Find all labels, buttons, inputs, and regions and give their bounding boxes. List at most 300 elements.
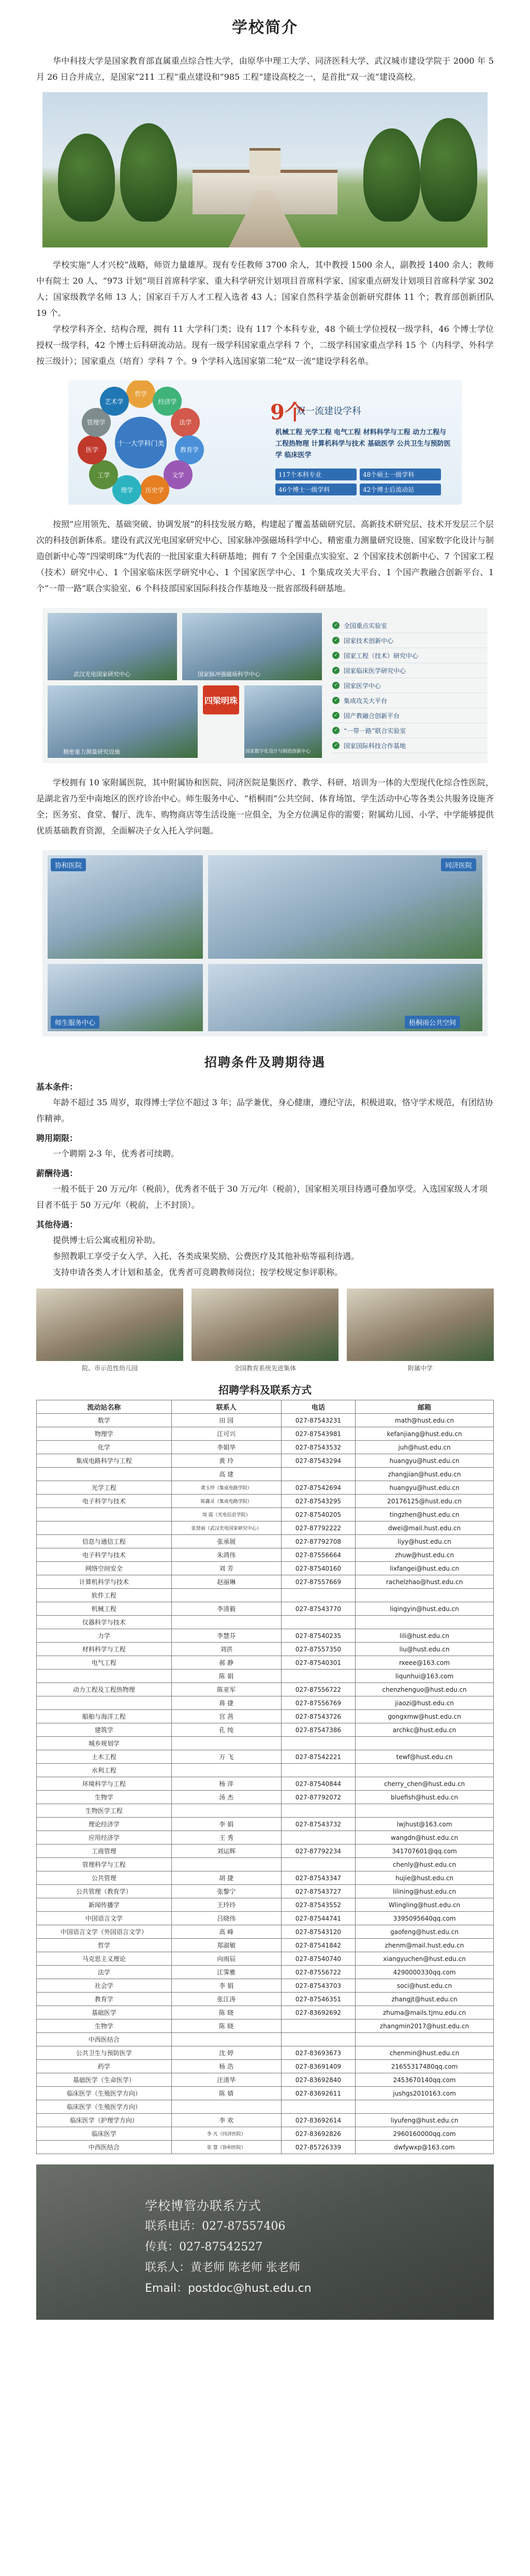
platform-item: ✓ 国家临床医学研究中心	[332, 663, 488, 678]
phone-cell: 027-87543552	[281, 1898, 355, 1912]
discipline-cell: 新闻传播学	[37, 1898, 172, 1912]
recruit-section-basic	[36, 1080, 494, 1126]
table-row	[37, 1548, 494, 1562]
faculty-paragraph: 学校实施“人才兴校”战略，师资力量雄厚。现有专任教师 3700 余人，其中教授 1500 余人，副教授 1400 余人；教师中有院士 20 人、“973 计划”项目首席科学家、重大科学研究计划项目首席科学家、国家重点研发计划项目首席科学家 302 人；国家级教学名师 13 人；国家百千万人才工程入选者 43 人；国家自然科学基金创新研究群体 11 个；教育部创新团队 19 个。	[36, 260, 494, 318]
phone-cell: 027-87556722	[281, 1966, 355, 1979]
contact-person-cell: 王玲玲	[171, 1898, 281, 1912]
platform-item: ✓ 国家工程（技术）研究中心	[332, 648, 488, 663]
table-row	[37, 1791, 494, 1804]
stat-tag: 46个博士一级学科	[275, 484, 357, 495]
check-icon: ✓	[332, 652, 340, 659]
email-cell[interactable]: cherry_chen@hust.edu.cn	[356, 1777, 494, 1791]
table-row	[37, 1521, 494, 1535]
email-cell[interactable]: liqunhui@163.com	[356, 1670, 494, 1683]
contact-person-cell: 汤 杰	[171, 1791, 281, 1804]
email-cell[interactable]: lilining@hust.edu.cn	[356, 1885, 494, 1898]
contact-person-cell: 朱鸿伟	[171, 1548, 281, 1562]
email-cell[interactable]: 4290000330qq.com	[356, 1966, 494, 1979]
table-row	[37, 2033, 494, 2046]
table-row	[37, 1993, 494, 2006]
phone-cell: 027-87540301	[281, 1656, 355, 1670]
table-row	[37, 2006, 494, 2019]
contact-table	[36, 1400, 494, 2154]
discipline-cell: 临床医学（护理学方向）	[37, 2114, 172, 2127]
phone-cell: 027-83692826	[281, 2127, 355, 2141]
table-row	[37, 2087, 494, 2100]
photo-tag: 梧桐雨公共空间	[405, 1016, 460, 1029]
table-row	[37, 2073, 494, 2087]
email-cell[interactable]: wangdn@hust.edu.cn	[356, 1831, 494, 1845]
check-icon: ✓	[332, 637, 340, 644]
photo-tag: 师生服务中心	[51, 1016, 99, 1029]
email-cell[interactable]: 341707601@qq.com	[356, 1845, 494, 1858]
section-title: 基本条件：	[36, 1082, 78, 1092]
discipline-infographic	[68, 380, 462, 505]
section-text: 年龄不超过 35 周岁，取得博士学位不超过 3 年；品学兼优，身心健康，遵纪守法，积极进取，恪守学术规范，有团结协作精神。	[36, 1097, 493, 1123]
email-cell	[356, 1737, 494, 1750]
stat-tag: 117个本科专业	[275, 469, 357, 480]
discipline-cell: 中国语言文学	[37, 1912, 172, 1925]
page-title: 学校简介	[232, 19, 298, 37]
table-row	[37, 1737, 494, 1750]
table-row	[37, 1441, 494, 1454]
check-icon: ✓	[332, 697, 340, 704]
discipline-cell: 临床医学	[37, 2127, 172, 2141]
phone-cell: 027-87543231	[281, 1414, 355, 1427]
discipline-petal: 管理学	[82, 408, 111, 437]
section-title: 聘用期限：	[36, 1133, 78, 1143]
contact-person-cell: 汪清华	[171, 2073, 281, 2087]
table-row	[37, 1575, 494, 1589]
research-center-photo	[48, 685, 198, 758]
intro-paragraph: 华中科技大学是国家教育部直属重点综合性大学，由原华中理工大学、同济医科大学、武汉城市建设学院于 2000 年 5 月 26 日合并成立，是国家“211 工程”重点建设和“985 工程”建设高校之一，是首批“双一流”建设高校。	[36, 56, 494, 82]
contact-person-cell: 李娟华	[171, 1441, 281, 1454]
email-cell[interactable]: bluefish@hust.edu.cn	[356, 1791, 494, 1804]
contact-fax: 传真：027-87542527	[145, 2241, 263, 2253]
discipline-cell: 社会学	[37, 1979, 172, 1993]
discipline-cell: 马克思主义理论	[37, 1952, 172, 1966]
contact-person-cell: 周 霞（光电信息学院）	[171, 1508, 281, 1521]
tree-shape	[420, 118, 477, 222]
contact-person-cell: 李清毅	[171, 1602, 281, 1616]
discipline-cell	[37, 1508, 172, 1521]
discipline-paragraph: 学校学科齐全、结构合理，拥有 11 大学科门类；设有 117 个本科专业，48 个硕士学位授权一级学科，46 个博士学位授权一级学科，42 个博士后科研流动站。现有一级学科国家重点学科 7 个，二级学科国家重点学科 15 个（内科学、外科学按三级计）；国家重点（培育）学科 7 个。9 个学科入选国家第二轮“双一流”建设学科名单。	[36, 324, 494, 366]
phone-cell: 027-87541842	[281, 1939, 355, 1952]
table-row	[37, 1871, 494, 1885]
table-row	[37, 1831, 494, 1845]
discipline-petal: 理学	[112, 475, 141, 504]
check-icon: ✓	[332, 742, 340, 749]
discipline-cell: 理论经济学	[37, 1818, 172, 1831]
double-first-class-subjects: 机械工程 光学工程 电气工程 材料科学与工程 动力工程与工程热物理 计算机科学与技术 基础医学 公共卫生与预防医学 临床医学	[275, 429, 451, 459]
phone-cell: 027-87543726	[281, 1710, 355, 1723]
email-cell[interactable]: 3395095640qq.com	[356, 1912, 494, 1925]
contact-person-cell: 江霁雅	[171, 1966, 281, 1979]
stat-tag: 48个硕士一级学科	[360, 469, 441, 480]
column-header: 流动站名称	[37, 1400, 172, 1414]
table-row	[37, 2019, 494, 2033]
table-row	[37, 1468, 494, 1481]
table-row	[37, 1845, 494, 1858]
contact-person-cell: 高 建	[171, 1468, 281, 1481]
email-cell[interactable]: liu@hust.edu.cn	[356, 1643, 494, 1656]
contact-person-cell: 郝 静	[171, 1656, 281, 1670]
email-cell[interactable]: chenzhenguo@hust.edu.cn	[356, 1683, 494, 1696]
page	[36, 0, 494, 2320]
discipline-cell: 集成电路科学与工程	[37, 1454, 172, 1468]
contact-person: 联系人：黄老师 陈老师 张老师	[145, 2261, 300, 2274]
discipline-cell: 临床医学（生殖医学方向）	[37, 2087, 172, 2100]
table-row	[37, 1898, 494, 1912]
discipline-cell: 环境科学与工程	[37, 1777, 172, 1791]
phone-cell: 027-83692840	[281, 2073, 355, 2087]
email-cell[interactable]: lwjhust@163.com	[356, 1818, 494, 1831]
email-cell[interactable]: 2960160000qq.com	[356, 2127, 494, 2141]
phone-cell: 027-87544741	[281, 1912, 355, 1925]
middle-school-photo: 附属中学	[347, 1289, 494, 1361]
table-row	[37, 1629, 494, 1643]
discipline-cell	[37, 1521, 172, 1535]
contact-person-cell: 孔 纯	[171, 1723, 281, 1737]
email-cell[interactable]: zhuma@mails.tjmu.edu.cn	[356, 2006, 494, 2019]
discipline-petal: 经济学	[153, 387, 182, 416]
contact-person-cell: 杨 萍	[171, 1777, 281, 1791]
discipline-cell: 动力工程及工程热物理	[37, 1683, 172, 1696]
email-cell[interactable]: liyufeng@hust.edu.cn	[356, 2114, 494, 2127]
contact-person-cell	[171, 1589, 281, 1602]
contact-person-cell	[171, 1858, 281, 1871]
phone-cell: 027-87543294	[281, 1454, 355, 1468]
discipline-cell: 仪器科学与技术	[37, 1616, 172, 1629]
check-icon: ✓	[332, 712, 340, 719]
table-row	[37, 1535, 494, 1548]
contact-table-title: 招聘学科及联系方式	[218, 1384, 312, 1396]
research-center-label: 武汉光电国家研究中心	[73, 671, 130, 678]
discipline-cell: 应用经济学	[37, 1831, 172, 1845]
email-cell[interactable]: zhangjt@hust.edu.cn	[356, 1993, 494, 2006]
phone-cell: 027-87547386	[281, 1723, 355, 1737]
discipline-cell: 城乡规划学	[37, 1737, 172, 1750]
phone-cell: 027-87792708	[281, 1535, 355, 1548]
contact-person-cell	[171, 1804, 281, 1818]
phone-cell: 027-87556722	[281, 1683, 355, 1696]
phone-cell: 027-87543295	[281, 1495, 355, 1508]
table-row	[37, 1683, 494, 1696]
primary-school-photo: 全国教育系统先进集体	[192, 1289, 338, 1361]
email-cell[interactable]: gongxmw@hust.edu.cn	[356, 1710, 494, 1723]
double-first-class-count: 9个	[270, 400, 305, 425]
contact-phone: 联系电话：027-87557406	[145, 2220, 286, 2233]
contact-person-cell: 胡 捷	[171, 1871, 281, 1885]
contact-person-cell	[171, 2033, 281, 2046]
platform-item: ✓ 集成攻关大平台	[332, 693, 488, 708]
discipline-cell: 药学	[37, 2060, 172, 2073]
phone-cell	[281, 1858, 355, 1871]
email-cell[interactable]: chenly@hust.edu.cn	[356, 1858, 494, 1871]
table-row	[37, 2141, 494, 2154]
contact-person-cell: 杨 浩	[171, 2060, 281, 2073]
recruit-title: 招聘条件及聘期待遇	[204, 1055, 326, 1070]
email-cell[interactable]: rxeee@163.com	[356, 1656, 494, 1670]
contact-person-cell: 李慧芬	[171, 1629, 281, 1643]
contact-person-cell: 黄玉珍（集成电路学院）	[171, 1481, 281, 1495]
section-text: 参照教职工享受子女入学、入托、各类成果奖励、公费医疗及其他补贴等福利待遇。	[53, 1251, 360, 1261]
platform-item: ✓ 国产教融合创新平台	[332, 708, 488, 723]
research-center-label: 国家数字化设计与制造创新中心	[245, 749, 311, 754]
discipline-cell: 计算机科学与技术	[37, 1575, 172, 1589]
discipline-cell: 软件工程	[37, 1589, 172, 1602]
discipline-cell: 中西医结合	[37, 2141, 172, 2154]
discipline-cell: 机械工程	[37, 1602, 172, 1616]
contact-person-cell: 刘运辉	[171, 1845, 281, 1858]
phone-cell: 027-87540205	[281, 1508, 355, 1521]
table-row	[37, 1508, 494, 1521]
table-row	[37, 1777, 494, 1791]
contact-person-cell	[171, 1616, 281, 1629]
email-cell[interactable]: dwfywxp@163.com	[356, 2141, 494, 2154]
table-row	[37, 1858, 494, 1871]
table-row	[37, 1804, 494, 1818]
discipline-cell: 船舶与海洋工程	[37, 1710, 172, 1723]
email-cell[interactable]: liqingyin@hust.edu.cn	[356, 1602, 494, 1616]
phone-cell: 027-87540235	[281, 1629, 355, 1643]
check-icon: ✓	[332, 682, 340, 689]
contact-person-cell: 陈 晓	[171, 2006, 281, 2019]
email-cell[interactable]: zhuw@hust.edu.cn	[356, 1548, 494, 1562]
stat-tag: 42个博士后流动站	[360, 484, 441, 495]
discipline-cell: 中国语言文学（外国语言文学）	[37, 1925, 172, 1939]
phone-cell: 027-87792222	[281, 1521, 355, 1535]
phone-cell: 027-87543120	[281, 1925, 355, 1939]
discipline-cell: 公共管理（教育学）	[37, 1885, 172, 1898]
email-cell[interactable]: huangyu@hust.edu.cn	[356, 1454, 494, 1468]
phone-cell	[281, 1616, 355, 1629]
email-cell	[356, 2033, 494, 2046]
discipline-cell: 生物医学工程	[37, 1804, 172, 1818]
contact-person-cell: 沈 婷	[171, 2046, 281, 2060]
hospital-collage	[42, 850, 488, 1036]
phone-cell: 027-85726339	[281, 2141, 355, 2154]
table-row	[37, 1818, 494, 1831]
email-cell[interactable]: 20176125@hust.edu.cn	[356, 1495, 494, 1508]
table-row	[37, 1912, 494, 1925]
phone-cell: 027-87556769	[281, 1696, 355, 1710]
phone-cell: 027-87557669	[281, 1575, 355, 1589]
email-cell[interactable]: huangyu@hust.edu.cn	[356, 1481, 494, 1495]
discipline-petal: 教育学	[175, 435, 204, 464]
column-header: 邮箱	[356, 1400, 494, 1414]
discipline-cell: 基础医学	[37, 2006, 172, 2019]
email-cell	[356, 1804, 494, 1818]
table-row	[37, 1495, 494, 1508]
platform-item: ✓ “一带一路”联合实验室	[332, 723, 488, 738]
platform-item: ✓ 国家技术创新中心	[332, 633, 488, 648]
phone-cell: 027-87542221	[281, 1750, 355, 1764]
email-cell[interactable]: lixfangei@hust.edu.cn	[356, 1562, 494, 1575]
email-cell[interactable]: kefanjiang@hust.edu.cn	[356, 1427, 494, 1441]
discipline-cell: 土木工程	[37, 1750, 172, 1764]
research-center-label: 精密重力测量研究设施	[63, 749, 120, 755]
phone-cell: 027-87540740	[281, 1952, 355, 1966]
table-row	[37, 1656, 494, 1670]
phone-cell: 027-83693673	[281, 2046, 355, 2060]
phone-cell: 027-83692692	[281, 2006, 355, 2019]
contact-person-cell: 张 慧（协和医院）	[171, 2141, 281, 2154]
contact-person-cell: 陈鑫灵（集成电路学院）	[171, 1495, 281, 1508]
discipline-cell: 电子科学与技术	[37, 1548, 172, 1562]
contact-person-cell: 王 秀	[171, 1831, 281, 1845]
phone-cell: 027-87542694	[281, 1481, 355, 1495]
contact-person-cell: 田 园	[171, 1414, 281, 1427]
email-cell	[356, 1589, 494, 1602]
contact-person-cell: 李 凡（同济医院）	[171, 2127, 281, 2141]
table-row	[37, 1885, 494, 1898]
email-cell[interactable]: lili@hust.edu.cn	[356, 1629, 494, 1643]
phone-cell: 027-87543703	[281, 1979, 355, 1993]
discipline-cell: 信息与通信工程	[37, 1535, 172, 1548]
section-text: 一般不低于 20 万元/年（税前），优秀者不低于 30 万元/年（税前），国家相关项目待遇可叠加享受。入选国家级人才项目者不低于 50 万元/年（税前，上不封顶）。	[36, 1184, 488, 1210]
email-cell[interactable]: 2453670140qq.com	[356, 2073, 494, 2087]
email-cell[interactable]: soci@hust.edu.cn	[356, 1979, 494, 1993]
table-row	[37, 1764, 494, 1777]
photo-tag: 协和医院	[51, 858, 86, 871]
email-cell[interactable]: rachelzhao@hust.edu.cn	[356, 1575, 494, 1589]
email-cell	[356, 2100, 494, 2114]
table-header-row	[37, 1400, 494, 1414]
discipline-cell: 基础医学（生命医学）	[37, 2073, 172, 2087]
contact-person-cell: 陈 娟	[171, 1670, 281, 1683]
discipline-petal: 艺术学	[100, 387, 129, 416]
postdoc-office-contact-banner	[36, 2164, 494, 2320]
discipline-petal: 历史学	[140, 475, 169, 504]
campus-life-paragraph: 学校拥有 10 家附属医院，其中附属协和医院、同济医院是集医疗、教学、科研、培训为一体的大型现代化综合性医院，是湖北省乃至中南地区的医疗诊治中心。师生服务中心、“梧桐雨”公共空间、体育场馆、学生活动中心等各类公共服务设施齐全；医务室、食堂、餐厅、洗车、购物商店等生活设施一应俱全，为全方位满足你的需要；附属幼儿园、小学、中学能够提供优质基础教育资源，全面解决子女入托入学问题。	[36, 778, 494, 836]
email-cell[interactable]: dwei@mail.hust.edu.cn	[356, 1521, 494, 1535]
table-row	[37, 1414, 494, 1427]
discipline-cell	[37, 1696, 172, 1710]
table-row	[37, 1696, 494, 1710]
email-cell[interactable]: juh@hust.edu.cn	[356, 1441, 494, 1454]
check-icon: ✓	[332, 667, 340, 674]
check-icon: ✓	[332, 622, 340, 629]
discipline-cell: 网络空间安全	[37, 1562, 172, 1575]
phone-cell: 027-87557350	[281, 1643, 355, 1656]
phone-cell: 027-87543532	[281, 1441, 355, 1454]
contact-person-cell	[171, 2100, 281, 2114]
photo-tag: 同济医院	[441, 858, 476, 871]
contact-person-cell: 赵丽琳	[171, 1575, 281, 1589]
discipline-cell: 法学	[37, 1966, 172, 1979]
table-row	[37, 1670, 494, 1683]
table-row	[37, 1939, 494, 1952]
table-row	[37, 1710, 494, 1723]
discipline-wheel-center: 十一大学科门类	[115, 417, 167, 469]
contact-person-cell: 黄 玲	[171, 1454, 281, 1468]
column-header: 联系人	[171, 1400, 281, 1414]
table-row	[37, 1602, 494, 1616]
discipline-cell: 材料科学与工程	[37, 1643, 172, 1656]
table-row	[37, 2114, 494, 2127]
email-cell[interactable]: Wlingling@hust.edu.cn	[356, 1898, 494, 1912]
phone-cell: 027-87540160	[281, 1562, 355, 1575]
phone-cell: 027-83692611	[281, 2087, 355, 2100]
campus-gate-photo	[42, 92, 488, 247]
email-cell[interactable]: xiangyuchen@hust.edu.cn	[356, 1952, 494, 1966]
email-cell[interactable]: gaofeng@hust.edu.cn	[356, 1925, 494, 1939]
email-cell[interactable]: math@hust.edu.cn	[356, 1414, 494, 1427]
contact-person-cell: 郑淑敏	[171, 1939, 281, 1952]
phone-cell: 027-83692614	[281, 2114, 355, 2127]
email-cell[interactable]: chenmin@hust.edu.cn	[356, 2046, 494, 2060]
email-cell[interactable]: jiaozi@hust.edu.cn	[356, 1696, 494, 1710]
four-pearls-badge: 四梁明珠	[203, 685, 239, 714]
email-cell[interactable]: hujie@hust.edu.cn	[356, 1871, 494, 1885]
platform-item: ✓ 国家医学中心	[332, 678, 488, 693]
contact-person-cell: 吕晓伟	[171, 1912, 281, 1925]
email-cell[interactable]: tingzhen@hust.edu.cn	[356, 1508, 494, 1521]
research-center-label: 国家脉冲强磁场科学中心	[198, 671, 260, 678]
contact-person-cell: 刘 芳	[171, 1562, 281, 1575]
table-row	[37, 1966, 494, 1979]
discipline-cell: 临床医学（生殖医学方向）	[37, 2100, 172, 2114]
discipline-cell: 生物学	[37, 1791, 172, 1804]
email-cell[interactable]: zhangmin2017@hust.edu.cn	[356, 2019, 494, 2033]
contact-person-cell: 李 娟	[171, 1979, 281, 1993]
phone-cell: 027-87543727	[281, 1885, 355, 1898]
discipline-cell: 力学	[37, 1629, 172, 1643]
section-text: 一个聘期 2-3 年，优秀者可续聘。	[53, 1149, 179, 1159]
phone-cell: 027-83691409	[281, 2060, 355, 2073]
email-cell[interactable]: liyy@hust.edu.cn	[356, 1535, 494, 1548]
email-cell[interactable]: tewf@hust.edu.cn	[356, 1750, 494, 1764]
phone-cell	[281, 1831, 355, 1845]
contact-person-cell	[171, 1764, 281, 1777]
table-row	[37, 1427, 494, 1441]
table-row	[37, 1979, 494, 1993]
contact-person-cell: 张贤丽（武汉光电国家研究中心）	[171, 1521, 281, 1535]
email-cell[interactable]: archkc@hust.edu.cn	[356, 1723, 494, 1737]
contact-person-cell: 陈 晓	[171, 2019, 281, 2033]
discipline-cell: 物理学	[37, 1427, 172, 1441]
discipline-petal: 法学	[171, 408, 200, 437]
phone-cell: 027-87792072	[281, 1791, 355, 1804]
contact-person-cell: 陈 婧	[171, 2087, 281, 2100]
discipline-cell: 中西医结合	[37, 2033, 172, 2046]
discipline-cell: 建筑学	[37, 1723, 172, 1737]
discipline-cell: 光学工程	[37, 1481, 172, 1495]
section-title: 薪酬待遇：	[36, 1168, 78, 1178]
contact-person-cell	[171, 1737, 281, 1750]
phone-cell: 027-87543770	[281, 1602, 355, 1616]
contact-person-cell: 蒋 捷	[171, 1696, 281, 1710]
recruit-section-salary	[36, 1167, 494, 1213]
discipline-cell: 数学	[37, 1414, 172, 1427]
table-row	[37, 1481, 494, 1495]
email-cell[interactable]: zhenm@mail.hust.edu.cn	[356, 1939, 494, 1952]
contact-person-cell: 李 娟	[171, 1818, 281, 1831]
table-row	[37, 1454, 494, 1468]
email-cell[interactable]: 21655317480qq.com	[356, 2060, 494, 2073]
kindergarten-photo: 院、市示范性幼儿园	[36, 1289, 183, 1361]
email-cell[interactable]: zhangjian@hust.edu.cn	[356, 1468, 494, 1481]
discipline-cell: 工商管理	[37, 1845, 172, 1858]
discipline-cell: 电子科学与技术	[37, 1495, 172, 1508]
email-cell[interactable]: jushgs2010163.com	[356, 2087, 494, 2100]
discipline-cell: 哲学	[37, 1939, 172, 1952]
phone-cell	[281, 1804, 355, 1818]
table-row	[37, 2127, 494, 2141]
contact-person-cell: 李 欢	[171, 2114, 281, 2127]
recruit-section-term	[36, 1132, 494, 1162]
